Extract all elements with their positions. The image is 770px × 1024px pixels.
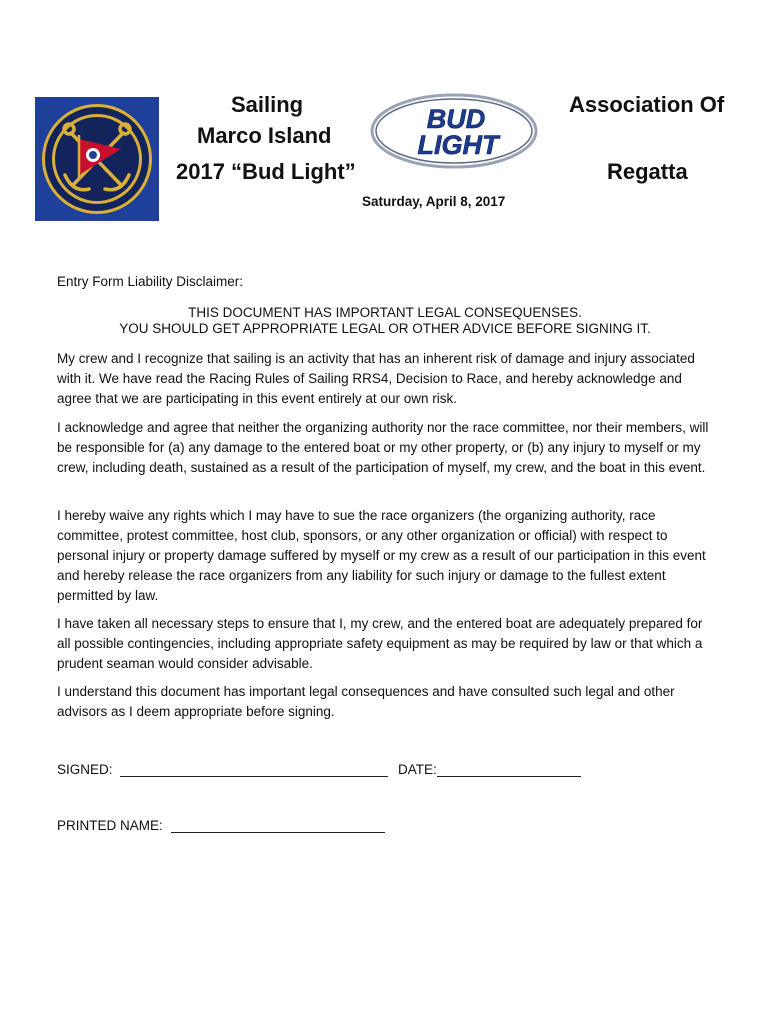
svg-text:LIGHT: LIGHT: [417, 130, 499, 160]
printed-name-line[interactable]: [171, 818, 385, 833]
header-regatta-text: Regatta: [607, 159, 688, 184]
printed-name-label: PRINTED NAME:: [57, 818, 163, 833]
form-intro-heading: Entry Form Liability Disclaimer:: [57, 274, 244, 289]
legal-notice: [57, 305, 713, 337]
bud-light-logo: [370, 92, 538, 170]
disclaimer-paragraph: I have taken all necessary steps to ensure that I, my crew, and the entered boat are adequately prepared for all possible contingencies, including appropriate safety equipment as may be required by law or that which a prudent seaman would consider advisable.: [57, 616, 703, 671]
header-title-line1: Sailing: [231, 92, 304, 117]
svg-text:BUD: BUD: [426, 104, 486, 134]
signature-line[interactable]: [120, 762, 388, 777]
header-title-line3: 2017 “Bud Light”: [176, 159, 356, 184]
disclaimer-paragraph: I hereby waive any rights which I may have to sue the race organizers (the organizing authority, race committee, protest committee, host club, sponsors, or any other organization or official) with respect to personal injury or property damage suffered by myself or my crew as a result of our participation in this event and hereby release the race organizers from any liability for such injury or damage to the fullest extent permitted by law.: [57, 508, 706, 603]
legal-notice-line1: THIS DOCUMENT HAS IMPORTANT LEGAL CONSEQUENSES.: [188, 305, 582, 320]
club-emblem-logo: [35, 97, 159, 221]
date-line[interactable]: [437, 762, 581, 777]
disclaimer-paragraph: I acknowledge and agree that neither the organizing authority nor the race committee, nor their members, will be responsible for (a) any damage to the entered boat or my other property, or (b) any injury to myself or my crew, including death, sustained as a result of the participation of myself, my crew, and the boat in this event.: [57, 420, 709, 475]
printed-name-field: [57, 818, 385, 833]
header-association-text: Association Of: [569, 92, 725, 117]
signature-field: [57, 762, 388, 777]
date-label: DATE:: [398, 762, 437, 777]
event-date: Saturday, April 8, 2017: [362, 194, 506, 209]
date-field: [398, 762, 581, 777]
legal-notice-line2: YOU SHOULD GET APPROPRIATE LEGAL OR OTHER ADVICE BEFORE SIGNING IT.: [119, 321, 651, 336]
disclaimer-paragraph: My crew and I recognize that sailing is an activity that has an inherent risk of damage and injury associated with it. We have read the Racing Rules of Sailing RRS4, Decision to Race, and hereby acknowledge and agree that we are participating in this event entirely at our own risk.: [57, 351, 695, 406]
signed-label: SIGNED:: [57, 762, 113, 777]
header-title-line2: Marco Island: [197, 123, 332, 148]
disclaimer-paragraph: I understand this document has important legal consequences and have consulted such legal and other advisors as I deem appropriate before signing.: [57, 684, 675, 719]
